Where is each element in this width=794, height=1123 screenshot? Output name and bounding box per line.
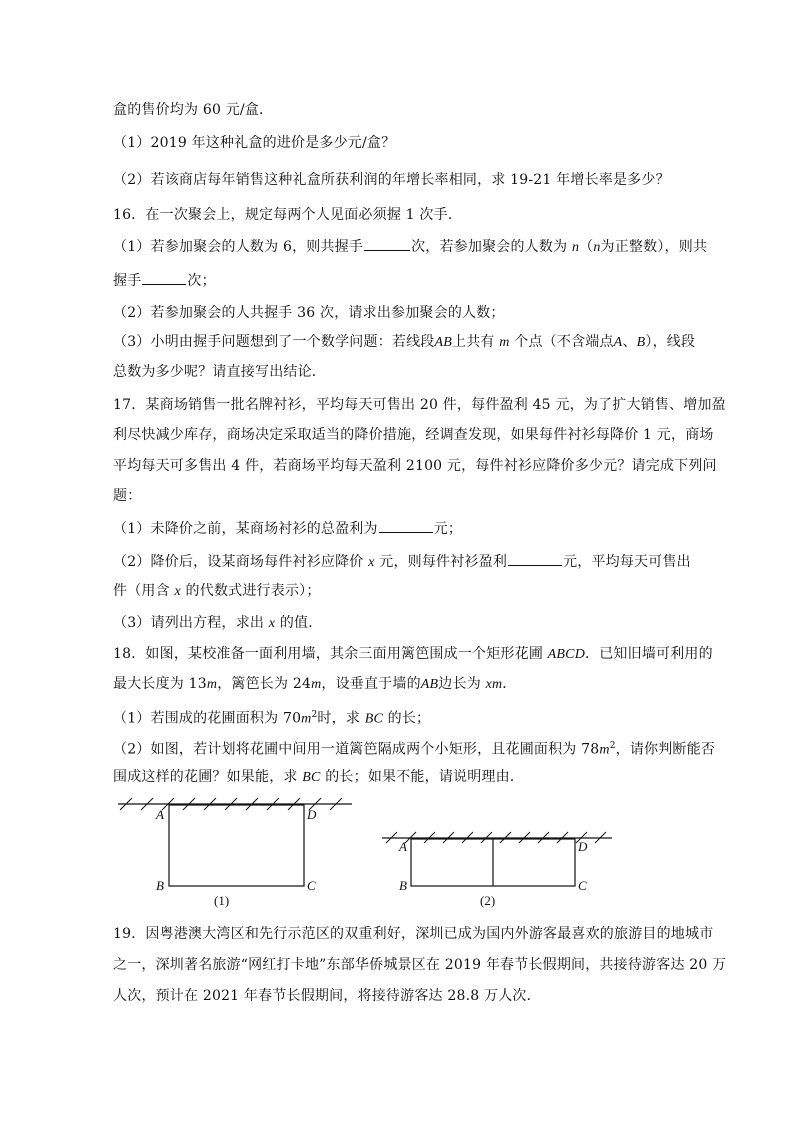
vertex-label-c: C <box>578 878 587 893</box>
figure-2 <box>382 832 612 908</box>
vertex-label-d: D <box>307 807 317 822</box>
figure-caption: (2) <box>480 893 496 908</box>
problem-17-line-2: 利尽快减少库存，商场决定采取适当的降价措施，经调查发现，如果每件衬衫每降价 1 元，商场 <box>113 427 714 443</box>
vertex-label-d: D <box>578 839 588 854</box>
problem-16-part-1-cont: 握手 次； <box>113 270 216 291</box>
problem-16-part-3-cont: 总数为多少呢？请直接写出结论． <box>113 364 326 380</box>
problem-17-part-1: （1）未降价之前，某商场衬衫的总盈利为 元； <box>113 518 462 539</box>
problem-17-part-2: （2）降价后，设某商场每件衬衫应降价 x 元，则每件衬衫盈利 元，平均每天可售出 <box>113 551 691 573</box>
text-line-3: （2）若该商店每年销售这种礼盒所获利润的年增长率相同，求 19-21 年增长率是多少？ <box>113 172 670 188</box>
vertex-label-b: B <box>399 878 407 893</box>
problem-18-part-1: （1）若围成的花圃面积为 $70m^2$时，求 BC 的长； <box>113 710 431 727</box>
problem-17-line-1: 17．某商场销售一批名牌衬衫，平均每天可售出 20 件，每件盈利 45 元，为了扩大销售、增加盈 <box>113 397 726 413</box>
problem-18-part-2: （2）如图，若计划将花圃中间用一道篱笆隔成两个小矩形，且花圃面积为 $78m^2$，请你判断能否 <box>113 741 716 758</box>
text-line-2: （1）2019 年这种礼盒的进价是多少元/盒？ <box>113 135 396 151</box>
problem-16-part-2: （2）若参加聚会的人共握手 36 次，请求出参加聚会的人数； <box>113 305 505 321</box>
problem-17-part-2-cont: 件（用含 x 的代数式进行表示）； <box>113 583 321 599</box>
vertex-label-c: C <box>307 878 316 893</box>
vertex-label-a: A <box>156 807 164 822</box>
problem-16-part-1: （1）若参加聚会的人数为 6，则共握手 次，若参加聚会的人数为 n（n为正整数），则共 <box>113 236 707 258</box>
problem-19-line-3: 人次，预计在 2021 年春节长假期间，将接待游客达 28.8 万人次． <box>113 988 541 1004</box>
problem-17-line-3: 平均每天可多售出 4 件，若商场平均每天盈利 2100 元，每件衬衫应降价多少元？请完成下列问 <box>113 458 717 474</box>
garden-rectangle <box>169 805 304 886</box>
vertex-label-a: A <box>399 839 407 854</box>
problem-18-part-2-cont: 围成这样的花圃？如果能，求 BC 的长；如果不能，请说明理由． <box>113 769 525 785</box>
problem-18-line-1: 18．如图，某校准备一面利用墙，其余三面用篱笆围成一个矩形花圃 ABCD．已知旧墙可利用的 <box>113 646 713 662</box>
problem-17-line-4: 题： <box>113 488 142 504</box>
problem-19-line-2: 之一，深圳著名旅游“网红打卡地”东部华侨城景区在 2019 年春节长假期间，共接待游客达 20 万 <box>113 957 727 973</box>
problem-16-part-3: （3）小明由握手问题想到了一个数学问题：若线段AB上共有 m 个点（不含端点A、B），线段 <box>113 334 696 350</box>
problem-17-part-3: （3）请列出方程，求出 x 的值． <box>113 615 323 631</box>
problem-18-line-2: 最大长度为 13m，篱笆长为 24m，设垂直于墙的AB边长为 xm． <box>113 676 517 692</box>
vertex-label-b: B <box>156 878 164 893</box>
figure-1 <box>118 798 352 908</box>
problem-19-line-1: 19．因粤港澳大湾区和先行示范区的双重利好，深圳已成为国内外游客最喜欢的旅游目的地城市 <box>113 926 714 942</box>
problem-16-title: 16．在一次聚会上，规定每两个人见面必须握 1 次手． <box>113 207 463 223</box>
text-line-1: 盒的售价均为 60 元/盒． <box>113 102 274 118</box>
figure-caption: (1) <box>214 893 230 908</box>
